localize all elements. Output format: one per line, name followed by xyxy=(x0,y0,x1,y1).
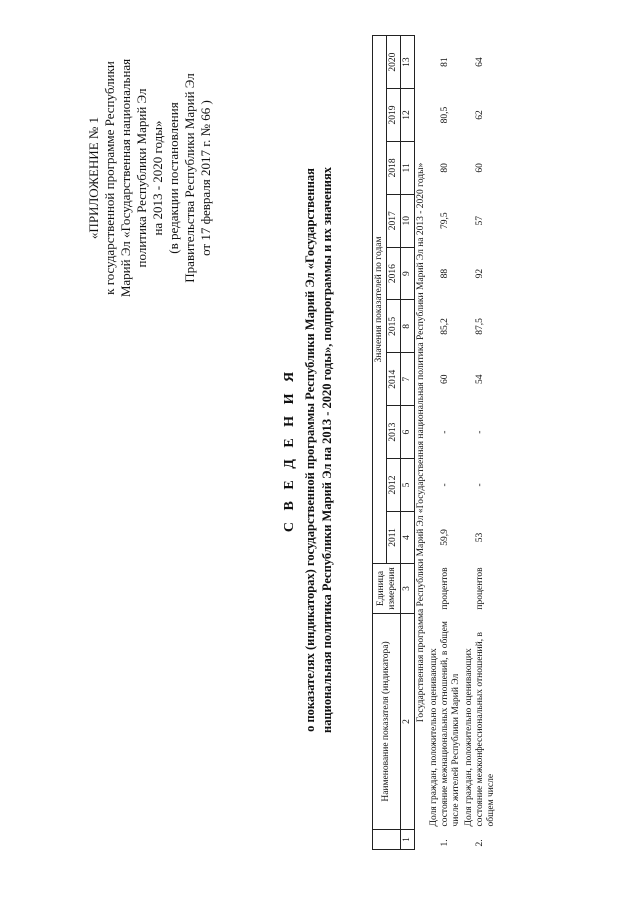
column-number: 9 xyxy=(401,247,415,300)
header-num xyxy=(373,830,401,850)
row-value: - xyxy=(440,483,450,487)
header-year: 2012 xyxy=(387,459,401,512)
document-subtitle-line-1: о показателях (индикаторах) государственной программы Республики Марий Эл «Государственная xyxy=(303,168,317,732)
indicators-table xyxy=(372,35,498,850)
header-year: 2018 xyxy=(387,141,401,194)
header-year: 2020 xyxy=(387,36,401,89)
row-value: 60 xyxy=(475,163,485,173)
row-value: 53 xyxy=(475,532,485,543)
column-number: 12 xyxy=(401,89,415,142)
column-numbers-row xyxy=(401,36,415,850)
row-value: 88 xyxy=(440,268,450,279)
column-number: 4 xyxy=(401,511,415,563)
row-value: - xyxy=(475,430,485,434)
row-value: 57 xyxy=(475,215,485,226)
section-row xyxy=(415,36,429,850)
appendix-line: Марий Эл «Государственная национальная xyxy=(118,58,133,298)
column-number: 11 xyxy=(401,141,415,194)
header-year: 2011 xyxy=(387,511,401,563)
row-value: 59,9 xyxy=(440,529,450,546)
column-number: 2 xyxy=(401,614,415,830)
header-year: 2015 xyxy=(387,300,401,353)
appendix-line: Правительства Республики Марий Эл xyxy=(182,73,197,283)
row-num: 2. xyxy=(475,839,485,847)
row-name: Доля граждан, положительно оценивающих состояние межнациональных отношений, в общем числе жителей Республики Марий Эл xyxy=(429,621,461,827)
appendix-line: к государственной программе Республики xyxy=(102,61,117,295)
row-value: 87,5 xyxy=(475,318,485,335)
row-num: 1. xyxy=(440,839,450,847)
column-number: 8 xyxy=(401,300,415,353)
header-year: 2017 xyxy=(387,194,401,247)
row-value: 79,5 xyxy=(440,212,450,230)
row-value: 92 xyxy=(475,268,485,279)
appendix-line: (в редакции постановления xyxy=(166,102,181,254)
table-row xyxy=(463,36,498,850)
appendix-line: политика Республики Марий Эл xyxy=(134,88,149,268)
appendix-line: на 2013 - 2020 годы» xyxy=(150,120,165,236)
column-number: 7 xyxy=(401,353,415,406)
row-value: 80 xyxy=(440,163,450,173)
row-value: - xyxy=(475,483,485,487)
row-value: 80,5 xyxy=(440,106,450,124)
appendix-block xyxy=(86,43,214,313)
row-value: 81 xyxy=(440,57,450,67)
column-number: 13 xyxy=(401,36,415,89)
row-name: Доля граждан, положительно оценивающих состояние межконфессиональных отношений, в общем числе xyxy=(464,632,496,827)
header-values-group: Значения показателей по годам xyxy=(373,36,387,564)
appendix-line: от 17 февраля 2017 г. № 66 ) xyxy=(198,100,213,256)
header-unit: Единица измерения xyxy=(373,564,401,614)
table-row xyxy=(428,36,463,850)
column-number: 5 xyxy=(401,459,415,512)
row-value: 62 xyxy=(475,110,485,120)
row-value: 54 xyxy=(475,374,485,384)
row-unit: процентов xyxy=(475,567,485,610)
header-year: 2019 xyxy=(387,89,401,142)
row-value: 64 xyxy=(475,57,485,67)
column-number: 10 xyxy=(401,194,415,247)
appendix-line: «ПРИЛОЖЕНИЕ № 1 xyxy=(86,116,101,240)
header-name: Наименование показателя (индикатора) xyxy=(373,614,401,830)
column-number: 6 xyxy=(401,406,415,459)
document-title: С В Е Д Е Н И Я xyxy=(282,367,297,533)
table-header-row xyxy=(373,36,387,850)
row-value: 60 xyxy=(440,374,450,384)
section-title: Государственная программа Республики Марий Эл «Государственная национальная политика Республики Марий Эл на 2013 - 2020 годы» xyxy=(416,162,426,723)
row-unit: процентов xyxy=(440,567,450,610)
header-year: 2014 xyxy=(387,353,401,406)
column-number: 3 xyxy=(401,564,415,614)
row-value: - xyxy=(440,430,450,434)
column-number: 1 xyxy=(401,830,415,850)
document-subtitle-line-2: национальная политика Республики Марий Эл на 2013 - 2020 годы», подпрограммы и их значениях xyxy=(320,167,334,733)
document-heading xyxy=(282,35,336,865)
header-year: 2016 xyxy=(387,247,401,300)
header-year: 2013 xyxy=(387,406,401,459)
row-value: 85,2 xyxy=(440,318,450,335)
